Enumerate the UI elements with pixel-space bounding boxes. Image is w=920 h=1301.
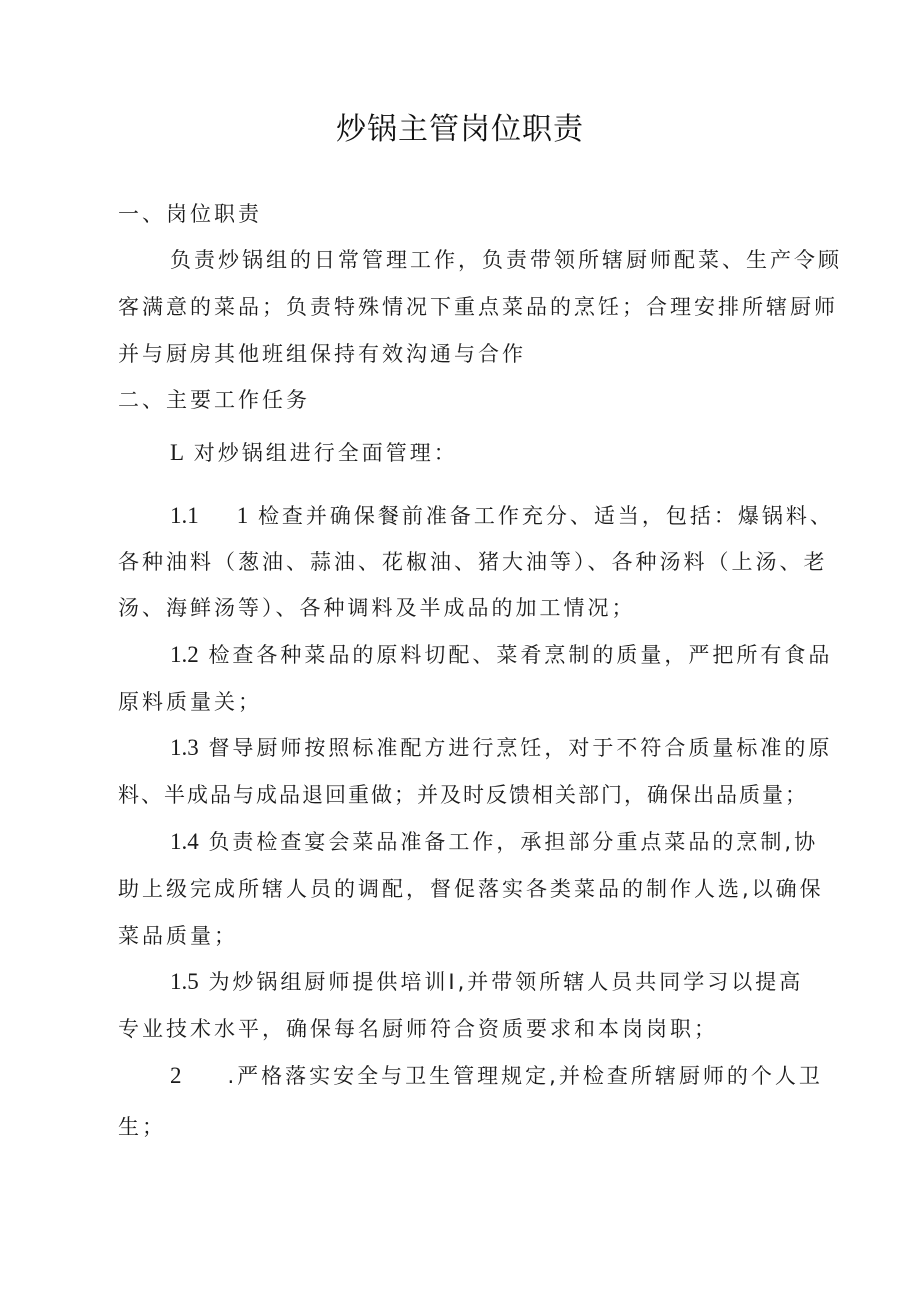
section-heading-tasks: 二、主要工作任务 [118,388,310,412]
list-item-subnumber: 1 [236,503,249,528]
paragraph-line: 助上级完成所辖人员的调配，督促落实各类菜品的制作人选,以确保 [118,877,824,901]
list-item-2 [170,1061,823,1091]
paragraph-line: 并与厨房其他班组保持有效沟通与合作 [118,342,526,366]
list-item-text: 负责检查宴会菜品准备工作，承担部分重点菜品的烹制,协 [208,830,819,854]
document-title: 炒锅主管岗位职责 [336,112,584,147]
paragraph-line: 原料质量关； [118,690,262,714]
list-item-number: 1.2 [170,642,199,667]
list-item-text: 为炒锅组厨师提供培训I,并带领所辖人员共同学习以提高 [208,970,804,994]
list-item-1-2 [170,640,832,670]
list-item-text: 检查各种菜品的原料切配、菜肴烹制的质量，严把所有食品 [208,643,833,667]
paragraph-line: 生； [118,1115,166,1139]
list-item-number: 1.1 [170,503,199,528]
paragraph-line: 汤、海鲜汤等）、各种调料及半成品的加工情况； [118,596,636,620]
list-item-1-5 [170,967,803,997]
list-item-number: 2 [170,1063,182,1088]
list-item-text: 对炒锅组进行全面管理： [193,441,458,465]
paragraph-line: 料、半成品与成品退回重做；并及时反馈相关部门，确保出品质量； [118,783,808,807]
list-item-text: .严格落实安全与卫生管理规定,并检查所辖厨师的个人卫 [227,1064,823,1088]
list-item-number: 1.3 [170,735,199,760]
list-item-1-1 [170,501,834,531]
list-item-number: 1.5 [170,969,199,994]
paragraph-line: 专业技术水平，确保每名厨师符合资质要求和本岗岗职； [118,1017,718,1041]
section-heading-duties: 一、岗位职责 [118,202,262,226]
list-item-text: 督导厨师按照标准配方进行烹饪，对于不符合质量标准的原 [208,736,833,760]
list-item-number: L [170,440,185,465]
list-item-1-4 [170,827,818,857]
list-item-number: 1.4 [170,829,199,854]
list-item-text: 检查并确保餐前准备工作充分、适当，包括：爆锅料、 [257,504,834,528]
list-item-1-3 [170,733,832,763]
paragraph-line: 负责炒锅组的日常管理工作，负责带领所辖厨师配菜、生产令顾 [170,248,842,272]
paragraph-line: 菜品质量； [118,924,238,948]
paragraph-line: 客满意的菜品；负责特殊情况下重点菜品的烹饪；合理安排所辖厨师 [118,295,838,319]
list-item-l [170,438,458,468]
paragraph-line: 各种油料（葱油、蒜油、花椒油、猪大油等）、各种汤料（上汤、老 [118,550,828,574]
